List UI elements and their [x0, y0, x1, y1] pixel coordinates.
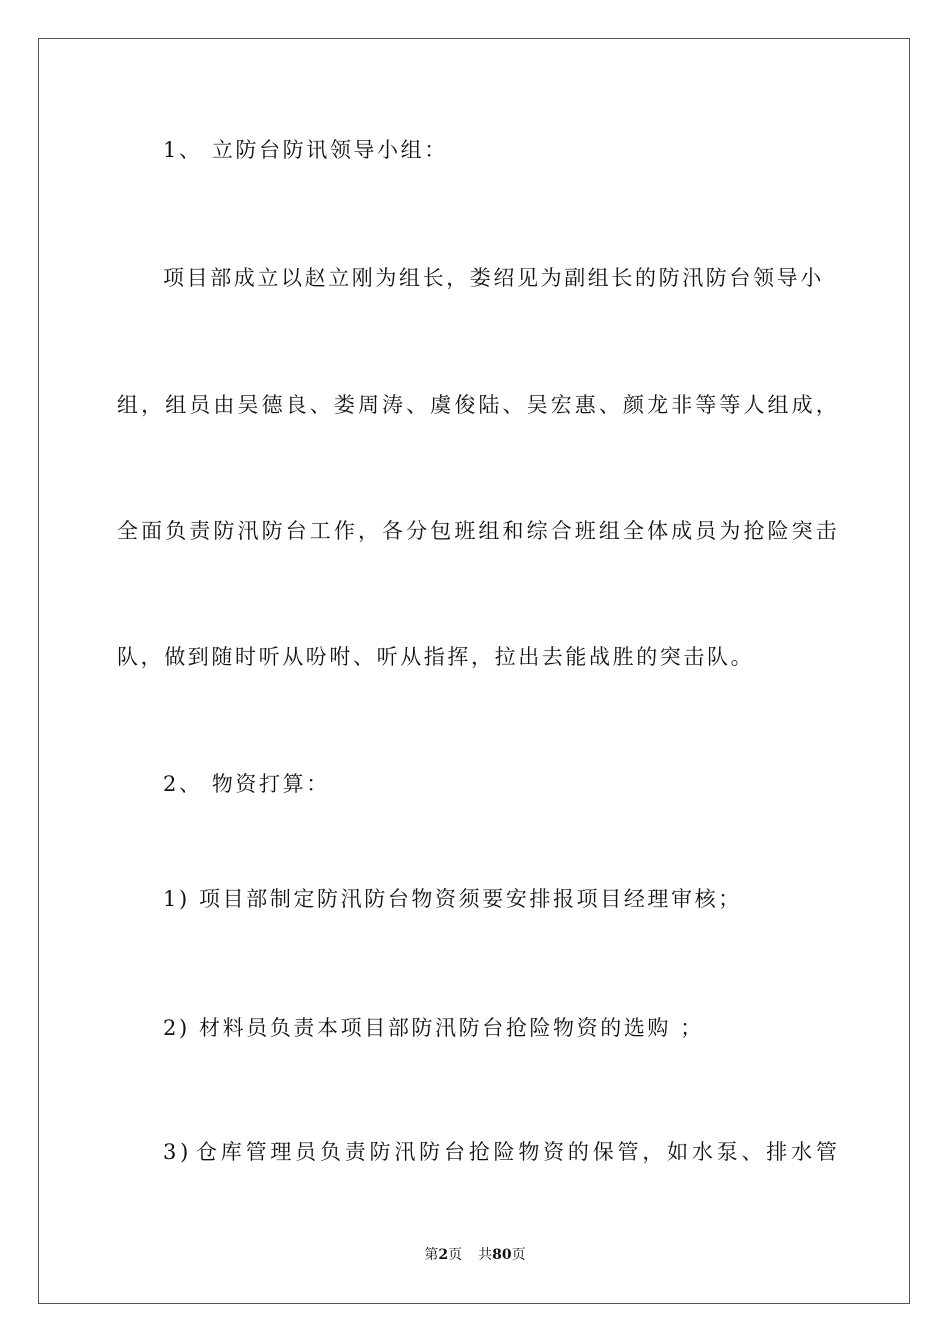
list-item-1: 1) 项目部制定防汛防台物资须要安排报项目经理审核； [163, 887, 742, 911]
page-border [38, 38, 910, 1304]
section-heading-1: 1、 立防台防讯领导小组： [163, 138, 448, 162]
paragraph-line-2: 组 ， 组 员 由 吴 德 良 、 娄 周 涛 、 虞 俊 陆 、 吴 宏 惠 、 颜 龙 非 等 等 人 组 成 ， [117, 393, 837, 417]
footer-page-number: 2 [438, 1247, 449, 1263]
list-item-3: 3 ) 仓 库 管 理 员 负 责 防 汛 防 台 抢 险 物 资 的 保 管 ， 如 水 泵 、 排 水 管 [163, 1140, 837, 1164]
footer-total-pages: 80 [492, 1247, 512, 1263]
footer-total-suffix: 页 [511, 1247, 526, 1263]
paragraph-line-4: 队，做到随时听从吩咐、听从指挥，拉出去能战胜的突击队。 [117, 645, 755, 669]
paragraph-line-3: 全 面 负 责 防 汛 防 台 工 作 ， 各 分 包 班 组 和 综 合 班 组 全 体 成 员 为 抢 险 突 击 [117, 519, 837, 543]
footer-total-prefix: 共 [478, 1247, 493, 1263]
list-item-2: 2) 材料员负责本项目部防汛防台抢险物资的选购 ； [163, 1016, 704, 1040]
paragraph-line-1: 项目部成立以赵立刚为组长，娄绍见为副组长的防汛防台领导小 [163, 266, 824, 290]
footer-page-prefix: 第 [424, 1247, 439, 1263]
footer-page-suffix: 页 [448, 1247, 463, 1263]
section-heading-2: 2、 物资打算： [163, 772, 330, 796]
page-footer [0, 1246, 950, 1264]
